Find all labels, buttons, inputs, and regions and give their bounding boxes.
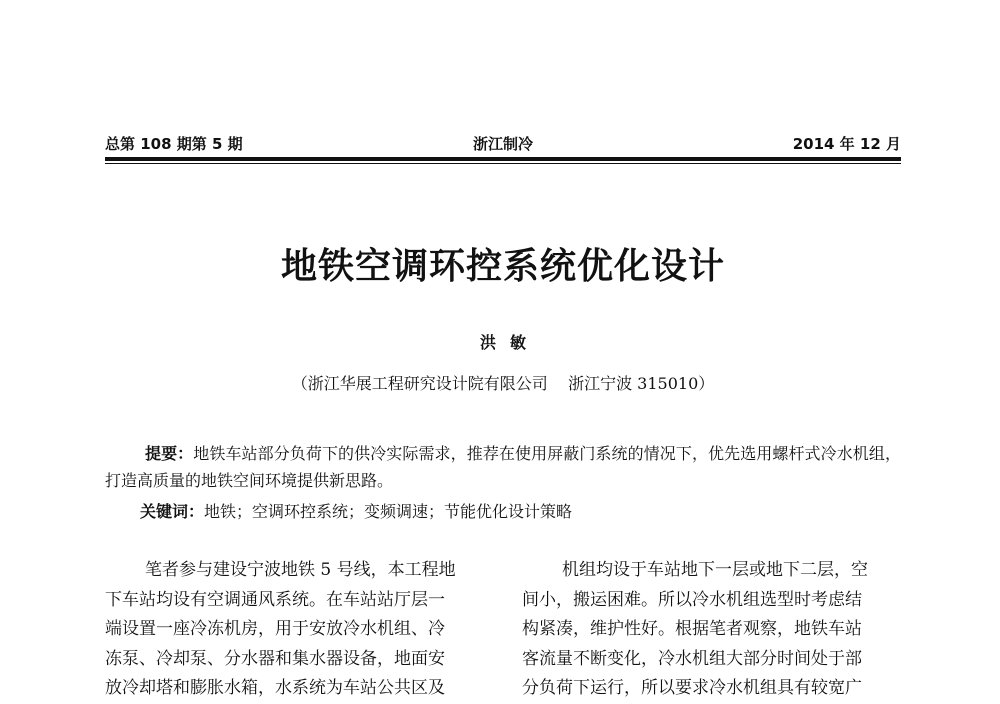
body-line: 分负荷下运行，所以要求冷水机组具有较宽广 — [522, 678, 862, 698]
running-header — [105, 131, 901, 155]
journal-name: 浙江制冷 — [472, 135, 533, 153]
abstract — [105, 440, 901, 494]
header-rule-thin — [105, 163, 901, 164]
body-line: 笔者参与建设宁波地铁 5 号线，本工程地 — [145, 560, 456, 580]
abstract-label: 提要： — [145, 444, 194, 463]
body-line: 构紧凑，维护性好。根据笔者观察，地铁车站 — [522, 619, 862, 639]
keywords-label: 关键词： — [140, 502, 205, 521]
article-title: 地铁空调环控系统优化设计 — [280, 246, 725, 287]
body-line: 机组均设于车站地下一层或地下二层，空 — [562, 560, 868, 580]
author-name: 洪敏 — [479, 333, 540, 352]
body-column-right — [522, 556, 902, 704]
body-line: 放冷却塔和膨胀水箱，水系统为车站公共区及 — [105, 678, 445, 698]
body-line: 冻泵、冷却泵、分水器和集水器设备，地面安 — [105, 648, 445, 669]
body-line: 端设置一座冷冻机房，用于安放冷水机组、冷 — [105, 619, 445, 639]
keywords — [140, 498, 900, 525]
keywords-text: 地铁；空调环控系统；变频调速；节能优化设计策略 — [204, 502, 573, 521]
header-rule-thick — [105, 157, 901, 161]
issue-date: 2014 年 12 月 — [792, 135, 901, 153]
body-column-left — [105, 556, 485, 704]
body-line: 间小，搬运困难。所以冷水机组选型时考虑结 — [522, 589, 862, 610]
issue-number: 总第 108 期第 5 期 — [105, 135, 243, 153]
body-line: 客流量不断变化，冷水机组大部分时间处于部 — [522, 648, 862, 669]
author-affiliation: （浙江华展工程研究设计院有限公司 浙江宁波 315010） — [291, 374, 715, 393]
body-line: 下车站均设有空调通风系统。在车站站厅层一 — [105, 589, 445, 610]
abstract-text: 地铁车站部分负荷下的供冷实际需求，推荐在使用屏蔽门系统的情况下，优先选用螺杆式冷水机组，打造高质量的地铁空间环境提供新思路。 — [105, 444, 901, 490]
